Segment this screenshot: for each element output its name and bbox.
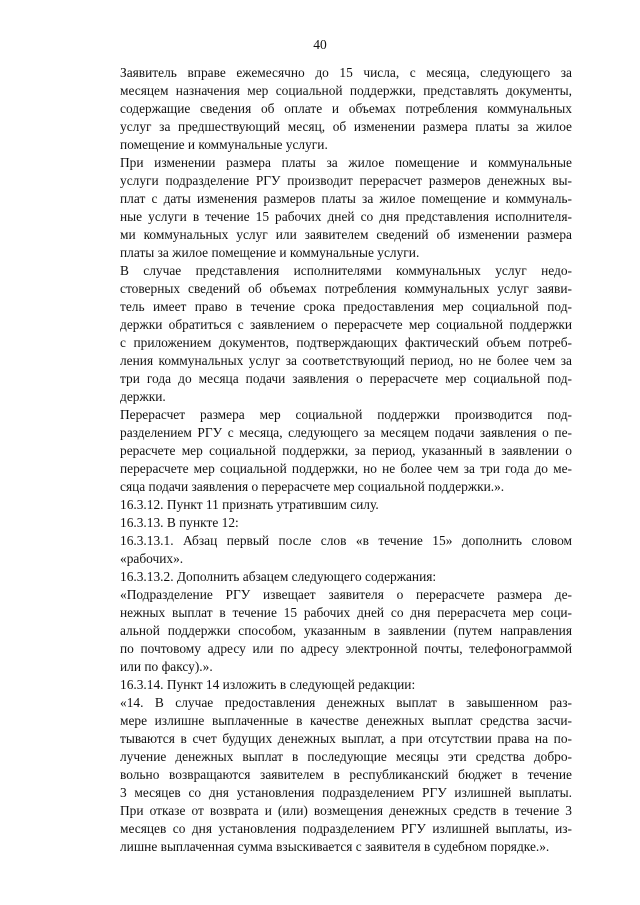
paragraph bbox=[86, 406, 572, 496]
text-line: сяца подачи заявления о перерасчете мер социальной поддержки.». bbox=[120, 479, 505, 494]
text-line: или по факсу).». bbox=[120, 659, 213, 674]
text-line: мере излишне выплаченные в качестве денежных выплат средства засчи- bbox=[120, 713, 572, 728]
text-line: держки обратиться с заявлением о перерасчете мер социальной поддержки bbox=[120, 317, 572, 332]
text-line: ные услуги в течение 15 рабочих дней со дня представления исполнителя- bbox=[120, 209, 572, 224]
text-line: «рабочих». bbox=[120, 551, 184, 566]
text-line: рерасчете мер социальной поддержки, за период, указанный в заявлении о bbox=[120, 443, 572, 458]
text-line: При изменении размера платы за жилое помещение и коммунальные bbox=[120, 155, 572, 170]
text-line: перерасчете мер социальной поддержки, но не более чем за три года до ме- bbox=[120, 461, 572, 476]
text-line: месяцев со дня установления подразделением РГУ излишней выплаты, из- bbox=[120, 821, 572, 836]
text-line: плат с даты изменения размеров платы за жилое помещение и коммуналь- bbox=[120, 191, 572, 206]
text-line: с приложением документов, подтверждающих фактический объем потреб- bbox=[120, 335, 572, 350]
text-line: тываются в счет будущих денежных выплат, а при отсутствии права на по- bbox=[120, 731, 572, 746]
text-line: 16.3.13.1. Абзац первый после слов «в течение 15» дополнить словом bbox=[120, 533, 572, 548]
paragraph bbox=[86, 64, 572, 154]
text-line: 3 месяцев со дня установления подразделением РГУ излишней выплаты. bbox=[120, 785, 572, 800]
text-line: разделением РГУ с месяца, следующего за месяцем подачи заявления о пе- bbox=[120, 425, 572, 440]
text-line: «14. В случае предоставления денежных выплат в завышенном раз- bbox=[120, 695, 572, 710]
text-line: 16.3.13.2. Дополнить абзацем следующего содержания: bbox=[120, 569, 437, 584]
text-line: При отказе от возврата и (или) возмещения денежных средств в течение 3 bbox=[120, 803, 572, 818]
text-line: три года до месяца подачи заявления о перерасчете мер социальной под- bbox=[120, 371, 572, 386]
text-line: по почтовому адресу или по адресу электронной почты, телефонограммой bbox=[120, 641, 572, 656]
text-line: тель имеет право в течение срока предоставления мер социальной под- bbox=[120, 299, 572, 314]
text-line: держки. bbox=[120, 389, 166, 404]
paragraph bbox=[86, 586, 572, 676]
text-line: услуг за предшествующий месяц, об изменении размера платы за жилое bbox=[120, 119, 572, 134]
text-line: услуги подразделение РГУ производит перерасчет размеров денежных вы- bbox=[120, 173, 572, 188]
text-line: месяцем назначения мер социальной поддержки, представлять документы, bbox=[120, 83, 572, 98]
paragraph bbox=[86, 676, 572, 694]
paragraph bbox=[86, 568, 572, 586]
text-line: платы за жилое помещение и коммунальные услуги. bbox=[120, 245, 420, 260]
text-line: вольно возвращаются заявителем в республиканский бюджет в течение bbox=[120, 767, 572, 782]
text-line: Перерасчет размера мер социальной поддержки производится под- bbox=[120, 407, 572, 422]
text-line: 16.3.13. В пункте 12: bbox=[120, 515, 239, 530]
text-line: ления коммунальных услуг за соответствующий период, но не более чем за bbox=[120, 353, 572, 368]
text-line: «Подразделение РГУ извещает заявителя о перерасчете размера де- bbox=[120, 587, 572, 602]
text-line: содержащие сведения об оплате и объемах потребления коммунальных bbox=[120, 101, 572, 116]
text-line: лишне выплаченная сумма взыскивается с заявителя в судебном порядке.». bbox=[120, 839, 550, 854]
text-line: Заявитель вправе ежемесячно до 15 числа, с месяца, следующего за bbox=[120, 65, 572, 80]
text-line: помещение и коммунальные услуги. bbox=[120, 137, 328, 152]
page-number: 40 bbox=[313, 37, 327, 52]
text-line: альной поддержки способом, указанным в заявлении (путем направления bbox=[120, 623, 572, 638]
paragraph bbox=[86, 514, 572, 532]
text-line: нежных выплат в течение 15 рабочих дней со дня перерасчета мер соци- bbox=[120, 605, 572, 620]
text-line: 16.3.14. Пункт 14 изложить в следующей редакции: bbox=[120, 677, 416, 692]
text-line: стоверных сведений об объемах потребления коммунальных услуг заяви- bbox=[120, 281, 572, 296]
paragraph bbox=[86, 262, 572, 406]
document-body bbox=[86, 64, 572, 856]
paragraph bbox=[86, 532, 572, 568]
paragraph bbox=[86, 694, 572, 856]
text-line: 16.3.12. Пункт 11 признать утратившим силу. bbox=[120, 497, 379, 512]
text-line: В случае представления исполнителями коммунальных услуг недо- bbox=[120, 263, 572, 278]
paragraph bbox=[86, 496, 572, 514]
paragraph bbox=[86, 154, 572, 262]
text-line: ми коммунальных услуг или заявителем сведений об изменении размера bbox=[120, 227, 572, 242]
text-line: лучение денежных выплат в последующие месяцы эти средства добро- bbox=[120, 749, 572, 764]
